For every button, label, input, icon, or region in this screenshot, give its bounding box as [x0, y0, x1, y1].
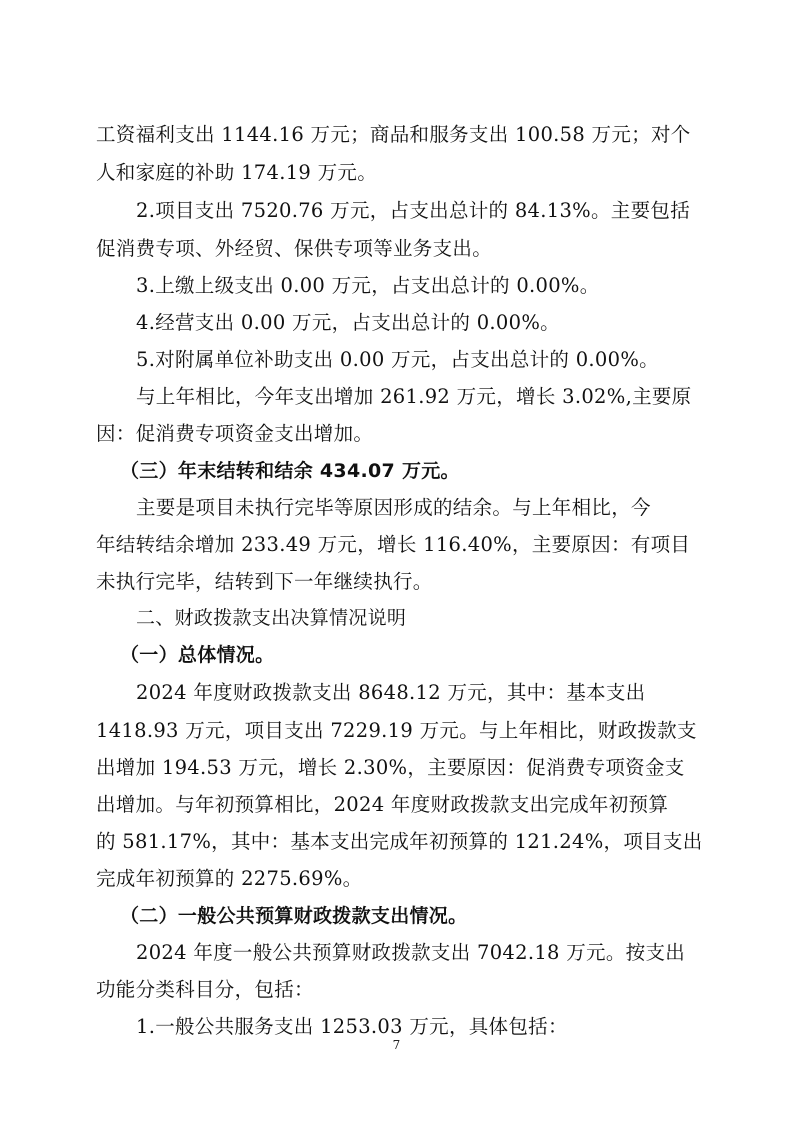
text-line: 2.项目支出 7520.76 万元，占支出总计的 84.13%。主要包括 — [136, 199, 690, 222]
text-line: 因：促消费专项资金支出增加。 — [96, 422, 374, 445]
text-line: 年结转结余增加 233.49 万元，增长 116.40%，主要原因：有项目 — [96, 533, 691, 556]
text-line: 的 581.17%，其中：基本支出完成年初预算的 121.24%，项目支出 — [96, 830, 703, 853]
page-number: 7 — [392, 1038, 401, 1052]
text-line: 促消费专项、外经贸、保供专项等业务支出。 — [96, 237, 493, 260]
text-line: 人和家庭的补助 174.19 万元。 — [96, 161, 378, 184]
text-line: 出增加。与年初预算相比，2024 年度财政拨款支出完成年初预算 — [96, 793, 669, 816]
text-line: 5.对附属单位补助支出 0.00 万元，占支出总计的 0.00%。 — [136, 348, 659, 371]
section-heading: （一）总体情况。 — [120, 644, 275, 666]
text-line: 出增加 194.53 万元，增长 2.30%，主要原因：促消费专项资金支 — [96, 756, 685, 779]
text-line: 3.上缴上级支出 0.00 万元，占支出总计的 0.00%。 — [136, 274, 600, 297]
text-line: 功能分类科目分，包括： — [96, 978, 314, 1001]
text-line: 未执行完毕，结转到下一年继续执行。 — [96, 570, 433, 593]
text-line: 2024 年度一般公共预算财政拨款支出 7042.18 万元。按支出 — [136, 941, 686, 964]
text-line: 主要是项目未执行完毕等原因形成的结余。与上年相比，今 — [136, 496, 651, 519]
section-heading: （三）年末结转和结余 434.07 万元。 — [120, 460, 460, 482]
text-line: 工资福利支出 1144.16 万元；商品和服务支出 100.58 万元；对个 — [96, 123, 691, 146]
text-line: 1.一般公共服务支出 1253.03 万元，具体包括： — [136, 1015, 568, 1038]
section-heading: （二）一般公共预算财政拨款支出情况。 — [120, 905, 468, 927]
text-line: 完成年初预算的 2275.69%。 — [96, 867, 363, 890]
chapter-heading: 二、财政拨款支出决算情况说明 — [136, 607, 407, 629]
text-line: 4.经营支出 0.00 万元，占支出总计的 0.00%。 — [136, 311, 560, 334]
text-line: 2024 年度财政拨款支出 8648.12 万元，其中：基本支出 — [136, 681, 646, 704]
text-line: 与上年相比，今年支出增加 261.92 万元，增长 3.02%,主要原 — [136, 385, 692, 408]
text-line: 1418.93 万元，项目支出 7229.19 万元。与上年相比，财政拨款支 — [96, 719, 697, 742]
